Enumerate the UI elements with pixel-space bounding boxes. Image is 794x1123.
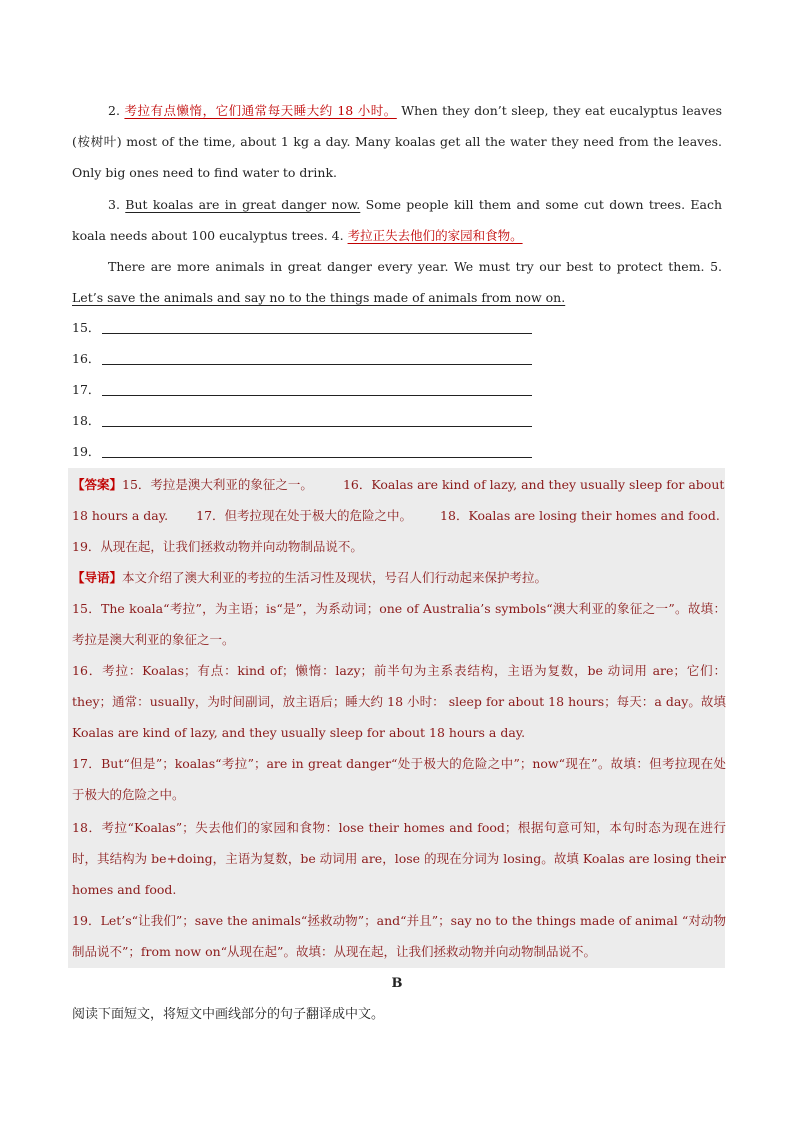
answer-tag: 【答案】 bbox=[72, 477, 123, 492]
section-b-instruction: 阅读下面短文，将短文中画线部分的句子翻译成中文。 bbox=[72, 1007, 385, 1022]
underlined-sentence-3: But koalas are in great danger now. bbox=[125, 197, 361, 212]
paragraph-text: When they don’t sleep, they eat eucalyptus leaves (桉树叶) most of the time, about 1 kg a day. Many koalas get all the water they need from the leaves. Only big ones need to find water to drink. bbox=[72, 103, 722, 180]
explanation-19: 19．Let’s“让我们”；save the animals“拯救动物”；and“并且”；say no to the things made of animal “对动物制品说不”；from now on“从现在起”。故填：从现在起，让我们拯救动物并向动物制品说不。 bbox=[72, 913, 726, 959]
guide-text: 【导语】本文介绍了澳大利亚的考拉的生活习性及现状，号召人们行动起来保护考拉。 bbox=[72, 570, 548, 585]
answer-blank-17[interactable]: 17． bbox=[72, 380, 102, 400]
underlined-sentence-5: Let’s save the animals and say no to the things made of animals from now on. bbox=[72, 290, 566, 305]
answer-blank-15[interactable]: 15． bbox=[72, 318, 102, 338]
passage-paragraph-1 bbox=[72, 95, 722, 188]
section-b-heading: B bbox=[391, 976, 403, 991]
answer-line-1: 【答案】15．考拉是澳大利亚的象征之一。 16．Koalas are kind of lazy, and they usually sleep for about bbox=[72, 477, 725, 492]
passage-paragraph-3 bbox=[72, 251, 722, 313]
sentence-number-2: 2. bbox=[108, 103, 125, 118]
underlined-sentence-2: 考拉有点懒惰，它们通常每天睡大约 18 小时。 bbox=[124, 103, 397, 118]
paragraph-text: There are more animals in great danger every year. We must try our best to protect them. 5. bbox=[108, 259, 722, 274]
explanation-16: 16．考拉：Koalas；有点：kind of；懒惰：lazy；前半句为主系表结构，主语为复数，be 动词用 are；它们：they；通常：usually，为时间副词，放主语后；睡大约 18 小时： sleep for about 18 hours；每天：a day。故填 Koalas are kind of lazy, and they usually sleep for about 18 hours a day. bbox=[72, 663, 726, 740]
passage-paragraph-2 bbox=[72, 189, 722, 251]
guide-tag: 【导语】 bbox=[72, 570, 123, 585]
underlined-sentence-4: 考拉正失去他们的家园和食物。 bbox=[347, 228, 523, 243]
explanation-18: 18．考拉“Koalas”；失去他们的家园和食物：lose their homes and food；根据句意可知，本句时态为现在进行时，其结构为 be+doing，主语为复数，be 动词用 are，lose 的现在分词为 losing。故填 Koalas are losing their homes and food. bbox=[72, 820, 726, 897]
answer-blank-19[interactable]: 19． bbox=[72, 442, 102, 462]
answer-blank-18[interactable]: 18． bbox=[72, 411, 102, 431]
answer-line-3: 19．从现在起，让我们拯救动物并向动物制品说不。 bbox=[72, 539, 363, 554]
sentence-number-3: 3. bbox=[108, 197, 126, 212]
explanation-17: 17．But“但是”；koalas“考拉”；are in great danger“处于极大的危险之中”；now“现在”。故填：但考拉现在处于极大的危险之中。 bbox=[72, 756, 726, 802]
answer-blank-16[interactable]: 16． bbox=[72, 349, 102, 369]
paragraph-text: Some people kill them and some cut down trees. Each koala needs about 100 eucalyptus trees. 4. bbox=[72, 197, 722, 243]
answer-line-2: 18 hours a day. 17．但考拉现在处于极大的危险之中。 18．Koalas are losing their homes and food. bbox=[72, 508, 720, 523]
explanation-15: 15．The koala“考拉”，为主语；is“是”，为系动词；one of Australia’s symbols“澳大利亚的象征之一”。故填：考拉是澳大利亚的象征之一。 bbox=[72, 601, 726, 647]
